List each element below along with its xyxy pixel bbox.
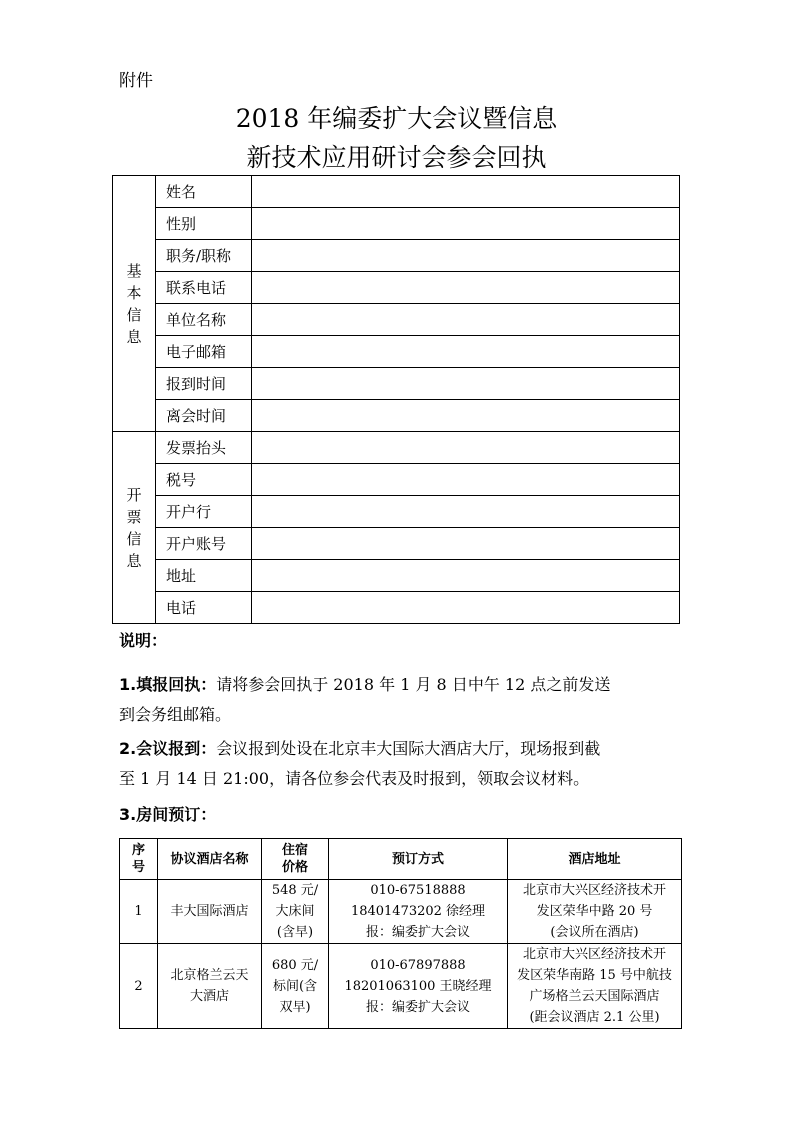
form-row [113,560,680,592]
form-row [113,432,680,464]
field-input-arrival-time[interactable] [252,368,680,400]
note-item-3-label: 3.房间预订： [119,805,217,824]
field-input-tax-id[interactable] [252,464,680,496]
note-item-1 [119,670,689,730]
field-input-bank[interactable] [252,496,680,528]
field-label-invoice-phone: 电话 [156,592,252,624]
page-title-line1: 2018 年编委扩大会议暨信息 [235,104,558,133]
form-row [113,400,680,432]
table-row [120,944,682,1029]
field-input-invoice-phone[interactable] [252,592,680,624]
hotel-booking-table [119,838,682,1029]
field-input-gender[interactable] [252,208,680,240]
field-input-organization[interactable] [252,304,680,336]
cell-price: 680 元/ 标间(含 双早) [262,944,329,1029]
header-booking: 预订方式 [329,839,508,880]
table-header-row [120,839,682,880]
field-label-invoice-title: 发票抬头 [156,432,252,464]
header-no: 序号 [120,839,158,880]
page-title-line2: 新技术应用研讨会参会回执 [246,143,547,172]
header-hotel-name: 协议酒店名称 [158,839,262,880]
form-row [113,368,680,400]
note-item-2-text-a: 会议报到处设在北京丰大国际大酒店大厅，现场报到截 [216,739,601,758]
table-row [120,880,682,944]
field-input-name[interactable] [252,176,680,208]
note-item-1-label: 1.填报回执： [119,675,217,694]
form-row [113,496,680,528]
field-input-phone[interactable] [252,272,680,304]
cell-address: 北京市大兴区经济技术开 发区荣华中路 20 号 (会议所在酒店) [508,880,682,944]
field-label-email: 电子邮箱 [156,336,252,368]
header-address: 酒店地址 [508,839,682,880]
note-item-3 [119,800,689,830]
field-label-organization: 单位名称 [156,304,252,336]
registration-form-table [112,175,680,624]
cell-hotel-name: 北京格兰云天 大酒店 [158,944,262,1029]
form-row [113,240,680,272]
field-label-bank: 开户行 [156,496,252,528]
cell-booking: 010-67897888 18201063100 王晓经理 报：编委扩大会议 [329,944,508,1029]
cell-booking: 010-67518888 18401473202 徐经理 报：编委扩大会议 [329,880,508,944]
field-input-invoice-title[interactable] [252,432,680,464]
form-row [113,208,680,240]
field-input-email[interactable] [252,336,680,368]
form-row [113,272,680,304]
field-label-tax-id: 税号 [156,464,252,496]
header-price: 住宿价格 [262,839,329,880]
field-label-phone: 联系电话 [156,272,252,304]
field-label-departure-time: 离会时间 [156,400,252,432]
note-item-2-label: 2.会议报到： [119,739,217,758]
form-row [113,464,680,496]
field-label-account: 开户账号 [156,528,252,560]
field-label-arrival-time: 报到时间 [156,368,252,400]
field-input-departure-time[interactable] [252,400,680,432]
cell-hotel-name: 丰大国际酒店 [158,880,262,944]
field-label-address: 地址 [156,560,252,592]
cell-address: 北京市大兴区经济技术开 发区荣华南路 15 号中航技 广场格兰云天国际酒店 (距会议酒店 2.1 公里) [508,944,682,1029]
invoice-info-group-label: 开票信息 [113,432,156,624]
attachment-label: 附件 [119,71,153,91]
note-item-1-text-a: 请将参会回执于 2018 年 1 月 8 日中午 12 点之前发送 [216,675,611,694]
form-row [113,592,680,624]
field-input-account[interactable] [252,528,680,560]
field-label-position: 职务/职称 [156,240,252,272]
field-input-address[interactable] [252,560,680,592]
form-row [113,528,680,560]
cell-no: 1 [120,880,158,944]
note-item-2 [119,734,689,794]
notes-heading: 说明： [119,631,168,650]
form-row [113,304,680,336]
basic-info-group-label: 基本信息 [113,176,156,432]
field-label-name: 姓名 [156,176,252,208]
note-item-1-text-b: 到会务组邮箱。 [119,705,232,724]
note-item-2-text-b: 至 1 月 14 日 21:00，请各位参会代表及时报到，领取会议材料。 [119,769,590,788]
cell-price: 548 元/ 大床间 (含早) [262,880,329,944]
form-row [113,176,680,208]
form-row [113,336,680,368]
field-label-gender: 性别 [156,208,252,240]
field-input-position[interactable] [252,240,680,272]
cell-no: 2 [120,944,158,1029]
